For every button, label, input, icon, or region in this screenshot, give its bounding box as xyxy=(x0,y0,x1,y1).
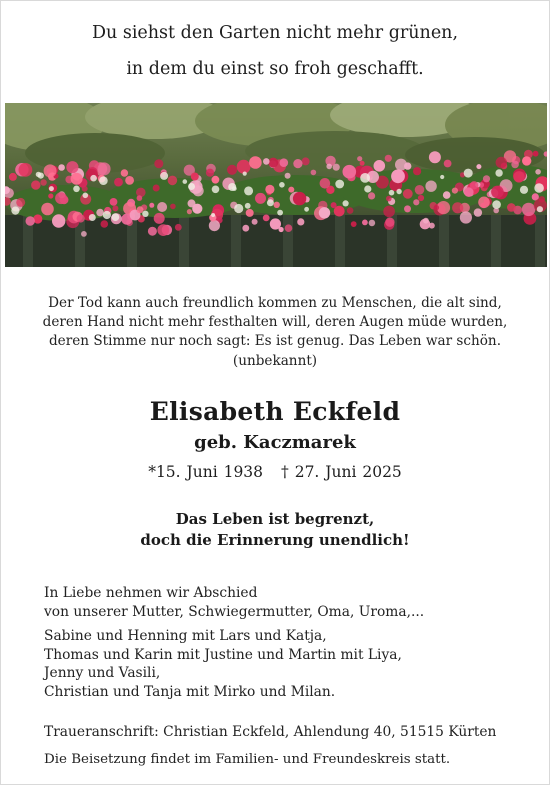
mourners-list xyxy=(44,627,402,701)
farewell-line-2: von unserer Mutter, Schwiegermutter, Oma, Uroma,... xyxy=(44,603,425,620)
header-quote-line-1: Du siehst den Garten nicht mehr grünen, xyxy=(91,23,459,43)
deceased-name: Elisabeth Eckfeld xyxy=(149,397,401,426)
funeral-note: Die Beisetzung findet im Familien- und Freundeskreis statt. xyxy=(44,752,451,767)
poem-line-2: deren Hand nicht mehr festhalten will, deren Augen müde wurden, xyxy=(42,314,508,331)
mourning-address: Traueranschrift: Christian Eckfeld, Ahlendung 40, 51515 Kürten xyxy=(44,724,497,740)
poem-line-3: deren Stimme nur noch sagt: Es ist genug. Das Leben war schön. xyxy=(48,333,502,350)
motto-line-1: Das Leben ist begrenzt, xyxy=(175,510,375,528)
death-date: † 27. Juni 2025 xyxy=(281,463,402,481)
poem-line-1: Der Tod kann auch freundlich kommen zu Menschen, die alt sind, xyxy=(48,295,502,311)
motto-line-2: doch die Erinnerung unendlich! xyxy=(140,531,410,549)
farewell-line-1: In Liebe nehmen wir Abschied xyxy=(44,585,258,601)
motto xyxy=(1,509,549,551)
header-quote xyxy=(1,15,549,87)
maiden-name: geb. Kaczmarek xyxy=(194,432,356,453)
mourner-line-2: Thomas und Karin mit Justine und Martin mit Liya, xyxy=(44,646,402,663)
farewell-text xyxy=(44,584,424,621)
birth-date: *15. Juni 1938 xyxy=(148,463,264,481)
poem-quote xyxy=(1,294,549,371)
flower-box-image xyxy=(5,103,547,267)
life-dates xyxy=(1,463,549,481)
header-quote-line-2: in dem du einst so froh geschafft. xyxy=(126,59,424,79)
poem-attribution: (unbekannt) xyxy=(232,352,318,369)
flower-box-photo xyxy=(5,103,547,267)
mourner-line-3: Jenny und Vasili, xyxy=(44,665,161,681)
mourner-line-1: Sabine und Henning mit Lars und Katja, xyxy=(44,628,327,644)
mourner-line-4: Christian und Tanja mit Mirko und Milan. xyxy=(44,683,336,700)
